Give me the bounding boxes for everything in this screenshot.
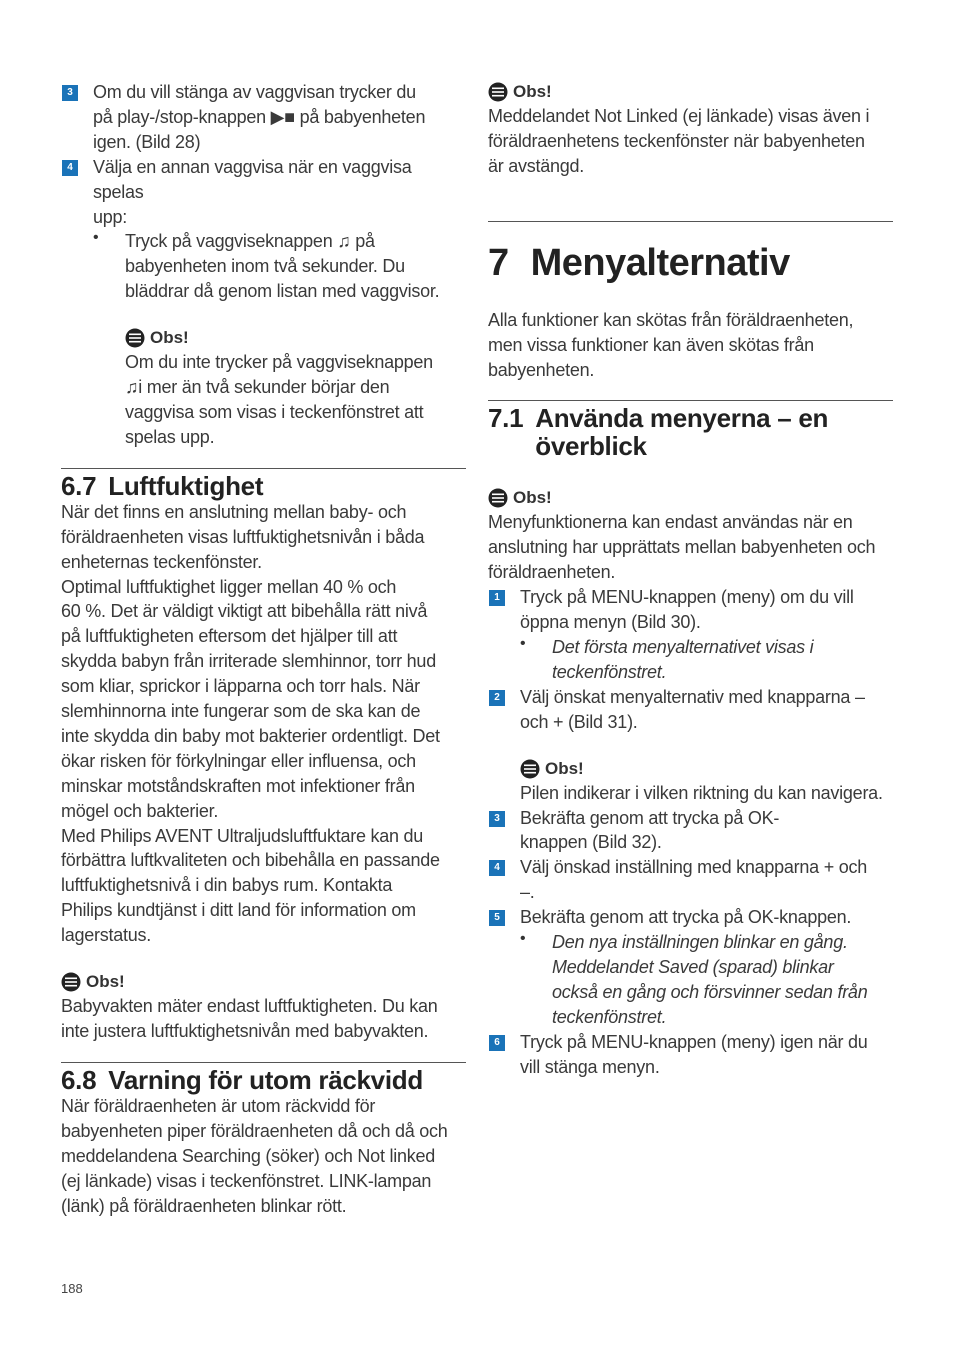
note-text: ♫i mer än två sekunder börjar den [125,377,390,398]
step-number-badge: 6 [489,1035,505,1051]
note-text: spelas upp. [125,426,215,447]
body-line: men vissa funktioner kan även skötas från [488,334,814,355]
body-line: slemhinnorna inte fungerar som de ska kan de [61,701,421,722]
section-number: 6.7 [61,470,97,501]
note-block [61,326,466,450]
note-text: Om du inte trycker på vaggviseknappen [125,352,433,373]
step-text: Bekräfta genom att trycka på OK- [520,807,780,828]
note-block [61,970,466,1044]
bullet-text: babyenheten inom två sekunder. Du [125,256,405,277]
note-heading [488,486,893,510]
step-text: på play-/stop-knappen ▶■ på babyenheten [93,106,426,127]
step-text: Välj önskad inställning med knapparna + och [520,857,867,878]
step-text: Tryck på MENU-knappen (meny) igen när du [520,1031,868,1052]
note-text: Babyvakten mäter endast luftfuktigheten. Du kan [61,996,438,1017]
step-text: knappen (Bild 32). [520,832,662,853]
body-line: meddelandena Searching (söker) och Not linked [61,1145,435,1166]
note-label: Obs! [513,488,552,508]
note-label: Obs! [513,82,552,101]
step-4 [488,855,893,905]
note-text: föräldraenhetens teckenfönster när babyenheten [488,130,865,151]
chapter-intro [488,308,893,383]
step-4 [61,155,466,230]
step-2 [488,685,893,735]
chapter-title: Menyalternativ [530,241,790,284]
note-icon [488,82,508,102]
body-line: Philips kundtjänst i ditt land för information om [61,900,416,921]
body-line: Alla funktioner kan skötas från föräldraenheten, [488,309,854,330]
body-line: När föräldraenheten är utom räckvidd för [61,1095,376,1116]
note-block [488,80,893,179]
note-label: Obs! [86,972,125,992]
bullet-text: bläddrar då genom listan med vaggvisor. [125,281,440,302]
note-icon [488,488,508,508]
bullet-dot: • [93,229,99,247]
step-number-badge: 3 [62,85,78,101]
body-line: skydda babyn från irriterade slemhinnor, torr hud [61,651,436,672]
note-block [488,486,893,585]
note-label: Obs! [150,328,189,348]
note-text: vaggvisa som visas i teckenfönstret att [125,401,424,422]
bullet-dot: • [520,634,526,652]
section-body [61,500,466,948]
body-line: Optimal luftfuktighet ligger mellan 40 % och [61,576,397,597]
body-line: (ej länkade) visas i teckenfönstret. LINK-lampan [61,1170,432,1191]
step-text: –. [520,882,535,903]
body-line: 60 %. Det är väldigt viktigt att bibehålla rätt nivå [61,601,428,622]
note-icon [125,328,145,348]
note-text: Pilen indikerar i vilken riktning du kan navigera. [520,782,883,803]
section-heading-6-8 [61,1062,466,1094]
bullet-text: teckenfönstret. [552,1006,667,1027]
right-column [488,80,893,1079]
bullet-item [488,635,893,685]
body-line: förbättra luftkvaliteten och bibehålla en passande [61,850,440,871]
body-line: lagerstatus. [61,925,152,946]
step-number-badge: 1 [489,590,505,606]
body-line: som kliar, sprickor i läpparna och torr hals. När [61,676,420,697]
step-text: Välj önskat menyalternativ med knapparna – [520,686,865,707]
section-body [61,1094,466,1219]
note-heading [488,80,893,104]
note-icon [520,759,540,779]
step-text: upp: [93,206,128,227]
chapter-heading-7 [488,240,893,286]
bullet-text: Det första menyalternativet visas i [552,636,814,657]
body-line: föräldraenheten visas luftfuktighetsnivån i båda [61,526,425,547]
step-text: och + (Bild 31). [520,711,638,732]
body-line: (länk) på föräldraenheten blinkar rött. [61,1195,347,1216]
section-heading-7-1 [488,400,893,460]
step-text: Tryck på MENU-knappen (meny) om du vill [520,587,854,608]
note-block [488,757,893,806]
step-number-badge: 3 [489,811,505,827]
body-line: inte skydda din baby mot bakterier ordentligt. Det [61,725,440,746]
body-line: babyenheten. [488,359,595,380]
body-line: När det finns en anslutning mellan baby- och [61,501,407,522]
step-1 [488,585,893,635]
step-3 [61,80,466,155]
step-text: vill stänga menyn. [520,1056,660,1077]
note-icon [61,972,81,992]
step-number-badge: 4 [62,160,78,176]
note-text: inte justera luftfuktighetsnivån med babyvakten. [61,1021,429,1041]
note-text: Menyfunktionerna kan endast användas när en [488,512,853,533]
step-3 [488,806,893,856]
body-line: babyenheten piper föräldraenheten då och då och [61,1120,448,1141]
bullet-dot: • [520,930,526,948]
body-line: minskar motståndskraften mot infektioner från [61,775,415,796]
bullet-item [61,229,466,304]
step-text: Välja en annan vaggvisa när en vaggvisa spelas [93,156,412,202]
note-heading [520,757,893,781]
note-heading [125,326,466,350]
section-title: Luftfuktighet [108,470,264,501]
step-text: Om du vill stänga av vaggvisan trycker du [93,82,416,102]
section-number: 7.1 [488,403,524,434]
section-title-line: överblick [535,431,647,462]
body-line: ökar risken för förkylningar eller influensa, och [61,750,416,771]
bullet-text: Meddelandet Saved (sparad) blinkar [552,956,834,977]
note-text: Meddelandet Not Linked (ej länkade) visas även i [488,106,870,126]
section-number: 6.8 [61,1064,97,1095]
step-number-badge: 4 [489,860,505,876]
left-column [61,80,466,1218]
chapter-divider [488,221,893,222]
page-number: 188 [61,1281,83,1296]
section-heading-6-7 [61,468,466,500]
note-heading [61,970,466,994]
step-6 [488,1030,893,1080]
bullet-item [488,930,893,1030]
chapter-number: 7 [488,241,509,284]
note-label: Obs! [545,758,584,778]
section-title: Varning för utom räckvidd [108,1064,423,1095]
bullet-text: teckenfönstret. [552,661,667,682]
bullet-text: Tryck på vaggviseknappen ♫ på [125,231,375,252]
note-text: är avstängd. [488,155,585,176]
note-text: föräldraenheten. [488,562,616,583]
section-title-line: Använda menyerna – en [535,403,829,434]
body-line: Med Philips AVENT Ultraljudsluftfuktare kan du [61,825,424,846]
step-text: öppna menyn (Bild 30). [520,612,701,633]
step-5 [488,905,893,930]
bullet-text: också en gång och försvinner sedan från [552,981,868,1002]
body-line: luftfuktighetsnivå i din babys rum. Kontakta [61,875,393,896]
note-text: anslutning har upprättats mellan babyenheten och [488,537,876,558]
body-line: mögel och bakterier. [61,800,219,821]
step-number-badge: 2 [489,690,505,706]
step-text: Bekräfta genom att trycka på OK-knappen. [520,907,852,928]
body-line: enheternas teckenfönster. [61,551,262,572]
body-line: på luftfuktigheten eftersom det hjälper till att [61,626,398,647]
bullet-text: Den nya inställningen blinkar en gång. [552,932,848,953]
step-text: igen. (Bild 28) [93,131,201,152]
step-number-badge: 5 [489,910,505,926]
